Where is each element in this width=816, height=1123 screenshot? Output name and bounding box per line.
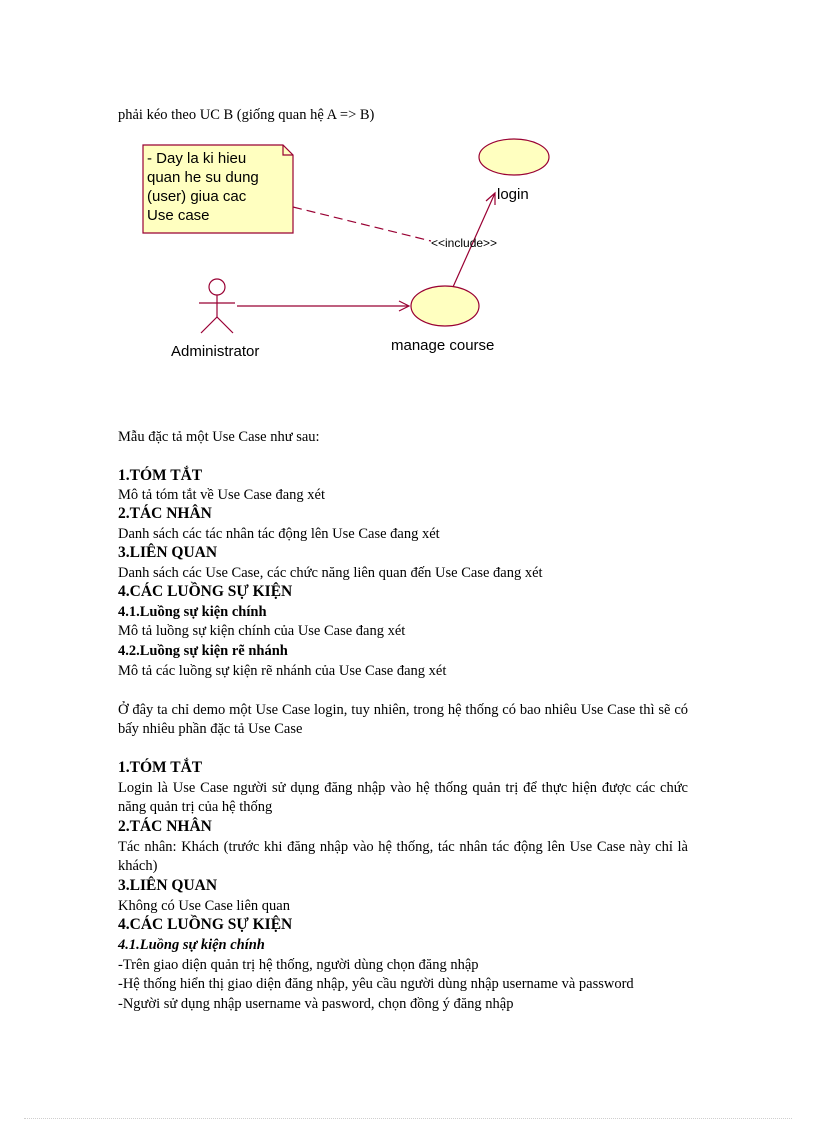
use-case-diagram <box>135 135 555 375</box>
template-heading-3: 3.LIÊN QUAN <box>118 544 218 561</box>
usecase-login-ellipse <box>479 139 549 175</box>
actor-label: Administrator <box>171 343 260 360</box>
template-text-3: Danh sách các Use Case, các chức năng liên quan đến Use Case đang xét <box>118 565 543 581</box>
template-heading-4-1: 4.1.Luồng sự kiện chính <box>118 604 267 620</box>
login-heading-4-1: 4.1.Luồng sự kiện chính <box>118 937 265 953</box>
usecase-manage-ellipse <box>411 286 479 326</box>
login-text-2: Tác nhân: Khách (trước khi đăng nhập vào hệ thống, tác nhân tác động lên Use Case này chỉ là khách) <box>118 839 688 874</box>
template-heading-2: 2.TÁC NHÂN <box>118 505 212 522</box>
actor-icon <box>199 279 235 333</box>
login-heading-3: 3.LIÊN QUAN <box>118 877 218 894</box>
login-heading-1: 1.TÓM TẮT <box>118 759 203 776</box>
template-text-1: Mô tả tóm tắt về Use Case đang xét <box>118 487 325 503</box>
template-intro: Mẫu đặc tả một Use Case như sau: <box>118 429 320 445</box>
usecase-manage-label: manage course <box>391 337 495 354</box>
template-text-2: Danh sách các tác nhân tác động lên Use Case đang xét <box>118 526 440 542</box>
page-bottom-divider <box>24 1118 792 1119</box>
login-text-1: Login là Use Case người sử dụng đăng nhập vào hệ thống quản trị để thực hiện được các chức năng quản trị của hệ thống <box>118 780 688 815</box>
login-step: -Hệ thống hiển thị giao diện đăng nhập, yêu cầu người dùng nhập username và password <box>118 976 634 992</box>
note-connector <box>293 207 431 241</box>
usecase-login-label: login <box>497 186 529 203</box>
login-step: -Người sử dụng nhập username và pasword, chọn đồng ý đăng nhập <box>118 996 514 1012</box>
note-line: - Day la ki hieu <box>147 150 247 167</box>
intro-line: phải kéo theo UC B (giống quan hệ A => B) <box>118 107 375 123</box>
login-heading-4: 4.CÁC LUỒNG SỰ KIỆN <box>118 916 293 933</box>
note-line: Use case <box>147 207 210 224</box>
include-label: <<include>> <box>431 236 498 250</box>
login-heading-2: 2.TÁC NHÂN <box>118 818 212 835</box>
template-heading-1: 1.TÓM TẮT <box>118 467 203 484</box>
template-heading-4: 4.CÁC LUỒNG SỰ KIỆN <box>118 583 293 600</box>
login-step: -Trên giao diện quản trị hệ thống, người dùng chọn đăng nhập <box>118 957 479 973</box>
note-line: quan he su dung <box>147 169 259 186</box>
login-text-3: Không có Use Case liên quan <box>118 898 290 914</box>
template-text-4-1: Mô tả luồng sự kiện chính của Use Case đang xét <box>118 623 406 639</box>
demo-paragraph: Ở đây ta chỉ demo một Use Case login, tuy nhiên, trong hệ thống có bao nhiêu Use Case thì sẽ có bấy nhiêu phần đặc tả Use Case <box>118 702 688 737</box>
template-text-4-2: Mô tả các luồng sự kiện rẽ nhánh của Use Case đang xét <box>118 663 447 679</box>
template-heading-4-2: 4.2.Luồng sự kiện rẽ nhánh <box>118 643 288 659</box>
note-line: (user) giua cac <box>147 188 247 205</box>
